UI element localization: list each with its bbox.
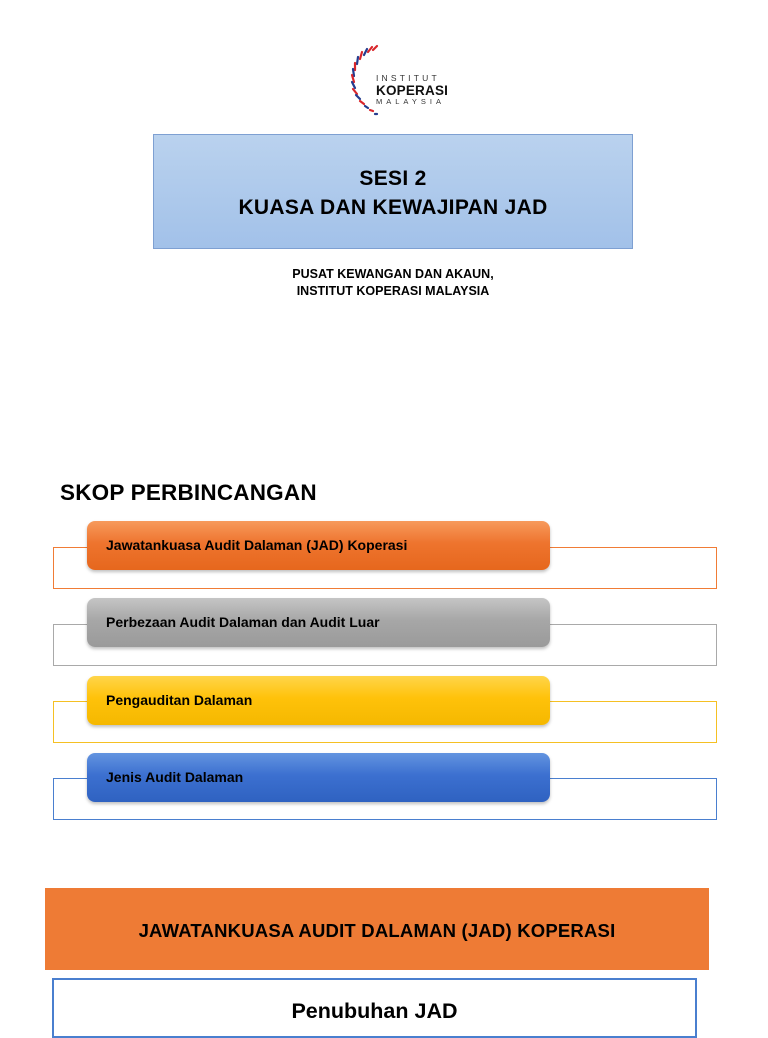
- section-banner-title: JAWATANKUASA AUDIT DALAMAN (JAD) KOPERASI: [138, 920, 616, 941]
- scope-item-pengauditan-dalaman: [87, 676, 550, 725]
- session-number: SESI 2: [359, 167, 427, 190]
- scope-heading: SKOP PERBINCANGAN: [60, 480, 317, 505]
- organizer-line2: INSTITUT KOPERASI MALAYSIA: [296, 284, 490, 298]
- scope-item-label: Pengauditan Dalaman: [106, 692, 253, 708]
- subsection-box: [52, 978, 697, 1038]
- scope-item-jad-koperasi: [87, 521, 550, 570]
- scope-item-label: Jawatankuasa Audit Dalaman (JAD) Koperasi: [106, 537, 408, 553]
- institute-logo: [350, 44, 450, 120]
- scope-item-label: Perbezaan Audit Dalaman dan Audit Luar: [106, 614, 380, 630]
- logo-line-koperasi: KOPERASI: [376, 82, 449, 98]
- logo-line-malaysia: MALAYSIA: [376, 97, 445, 106]
- scope-item-perbezaan-audit: [87, 598, 550, 647]
- scope-item-label: Jenis Audit Dalaman: [106, 769, 244, 785]
- session-title: KUASA DAN KEWAJIPAN JAD: [238, 196, 548, 219]
- subsection-title: Penubuhan JAD: [291, 999, 458, 1023]
- logo-wordmark: [376, 74, 448, 106]
- organizer-line1: PUSAT KEWANGAN DAN AKAUN,: [292, 267, 494, 281]
- session-title-box: [153, 134, 633, 249]
- logo-line-institut: INSTITUT: [376, 73, 440, 83]
- scope-item-jenis-audit: [87, 753, 550, 802]
- section-banner: [45, 888, 709, 970]
